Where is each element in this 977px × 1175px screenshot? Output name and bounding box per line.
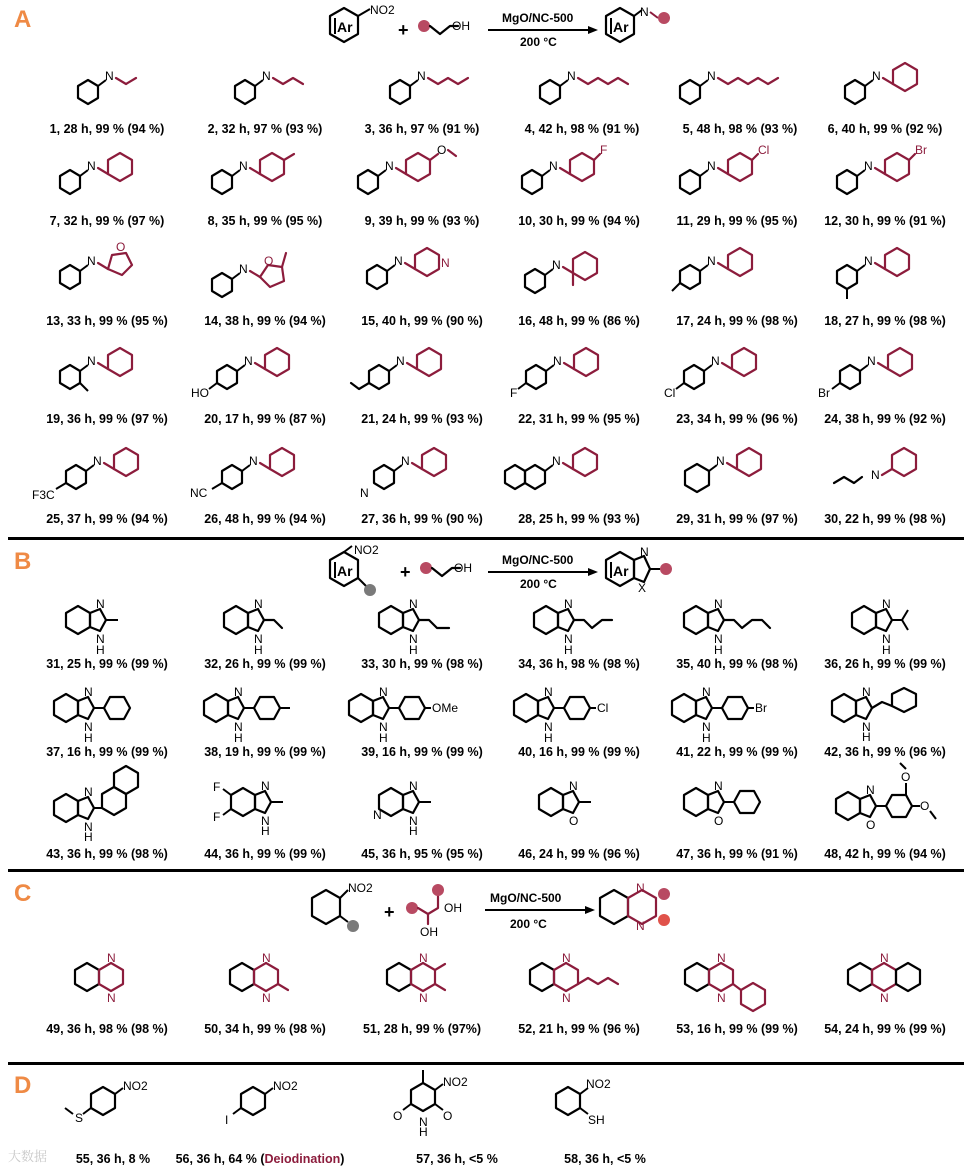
svg-text:N: N xyxy=(373,808,382,822)
svg-text:Cl: Cl xyxy=(597,701,609,715)
svg-text:N: N xyxy=(564,597,573,611)
caption-7: 7, 32 h, 99 % (97 %) xyxy=(49,214,165,228)
caption-43: 43, 36 h, 99 % (98 %) xyxy=(46,847,168,861)
caption-36: 36, 26 h, 99 % (99 %) xyxy=(824,657,946,671)
deiodination-note: Deiodination xyxy=(264,1152,341,1166)
watermark: 大数据 xyxy=(8,1149,48,1164)
svg-text:O: O xyxy=(443,1109,453,1123)
compound-25 xyxy=(22,435,184,507)
svg-text:OH: OH xyxy=(420,925,438,939)
svg-text:N: N xyxy=(640,5,649,19)
caption-56: 56, 36 h, 64 % (Deiodination) xyxy=(175,1152,345,1166)
compound-36 xyxy=(818,595,977,655)
compound-42 xyxy=(808,679,970,744)
svg-text:MgO/NC-500: MgO/NC-500 xyxy=(502,553,574,567)
compound-10 xyxy=(497,140,659,202)
svg-text:N: N xyxy=(96,632,105,646)
svg-text:H: H xyxy=(564,643,573,657)
caption-40: 40, 16 h, 99 % (99 %) xyxy=(518,745,640,759)
svg-text:O: O xyxy=(569,814,579,828)
svg-text:N: N xyxy=(409,597,418,611)
svg-text:N: N xyxy=(261,779,270,793)
compound-16 xyxy=(500,235,662,305)
svg-text:NO2: NO2 xyxy=(354,543,379,557)
svg-text:N: N xyxy=(707,159,716,173)
compound-58 xyxy=(515,1068,677,1138)
compound-34 xyxy=(505,595,667,655)
svg-text:N: N xyxy=(867,354,876,368)
caption-22: 22, 31 h, 99 % (95 %) xyxy=(518,412,640,426)
svg-text:N: N xyxy=(254,597,263,611)
caption-58: 58, 36 h, <5 % xyxy=(564,1152,646,1166)
svg-text:F: F xyxy=(510,386,518,400)
caption-12: 12, 30 h, 99 % (91 %) xyxy=(824,214,946,228)
reaction-scheme-c xyxy=(300,878,700,953)
compound-15 xyxy=(342,235,504,297)
svg-text:Ar: Ar xyxy=(613,19,629,35)
svg-text:N: N xyxy=(84,785,93,799)
compound-50 xyxy=(195,950,357,1016)
svg-text:N: N xyxy=(702,720,711,734)
compound-20 xyxy=(183,335,345,407)
svg-text:N: N xyxy=(880,991,889,1005)
caption-2: 2, 32 h, 97 % (93 %) xyxy=(207,122,323,136)
caption-19: 19, 36 h, 99 % (97 %) xyxy=(46,412,168,426)
svg-text:N: N xyxy=(249,454,258,468)
svg-text:N: N xyxy=(564,632,573,646)
caption-55: 55, 36 h, 8 % xyxy=(75,1152,151,1166)
caption-20: 20, 17 h, 99 % (87 %) xyxy=(204,412,326,426)
svg-text:N: N xyxy=(93,454,102,468)
compound-40 xyxy=(490,683,652,743)
caption-15: 15, 40 h, 99 % (90 %) xyxy=(361,314,483,328)
svg-text:N: N xyxy=(567,69,576,83)
divider-ab xyxy=(8,537,964,540)
svg-text:N: N xyxy=(866,783,875,797)
caption-57: 57, 36 h, <5 % xyxy=(416,1152,498,1166)
caption-9: 9, 39 h, 99 % (93 %) xyxy=(364,214,480,228)
compound-53 xyxy=(660,950,822,1020)
caption-1: 1, 28 h, 99 % (94 %) xyxy=(49,122,165,136)
svg-text:N: N xyxy=(244,354,253,368)
compound-37 xyxy=(25,683,187,743)
compound-6 xyxy=(815,54,977,114)
compound-23 xyxy=(650,335,812,407)
reagent-label: MgO/NC-500 xyxy=(502,11,574,25)
caption-21: 21, 24 h, 99 % (93 %) xyxy=(361,412,483,426)
compound-49 xyxy=(40,950,202,1016)
caption-48: 48, 42 h, 99 % (94 %) xyxy=(824,847,946,861)
svg-text:S: S xyxy=(75,1111,84,1125)
svg-text:Ar: Ar xyxy=(337,563,353,579)
svg-text:N: N xyxy=(864,254,873,268)
svg-text:+: + xyxy=(398,20,409,40)
svg-text:N: N xyxy=(419,991,428,1005)
caption-24: 24, 38 h, 99 % (92 %) xyxy=(824,412,946,426)
svg-text:N: N xyxy=(882,632,891,646)
compound-14 xyxy=(187,235,349,305)
compound-33 xyxy=(345,595,507,655)
svg-text:N: N xyxy=(707,69,716,83)
svg-text:H: H xyxy=(234,731,243,745)
svg-text:N: N xyxy=(441,256,450,270)
svg-text:O: O xyxy=(437,143,447,157)
svg-text:H: H xyxy=(702,731,711,745)
svg-text:N: N xyxy=(107,951,116,965)
svg-text:F: F xyxy=(213,780,221,794)
svg-text:N: N xyxy=(409,779,418,793)
svg-text:I: I xyxy=(225,1113,229,1127)
svg-text:N: N xyxy=(862,685,871,699)
svg-text:H: H xyxy=(409,824,418,838)
svg-text:N: N xyxy=(419,951,428,965)
svg-text:N: N xyxy=(379,720,388,734)
caption-42: 42, 36 h, 99 % (96 %) xyxy=(824,745,946,759)
svg-text:OMe: OMe xyxy=(432,701,459,715)
caption-16: 16, 48 h, 99 % (86 %) xyxy=(518,314,640,328)
compound-54 xyxy=(818,950,977,1016)
svg-text:N: N xyxy=(105,69,114,83)
svg-text:NO2: NO2 xyxy=(586,1077,611,1091)
reaction-scheme-a xyxy=(318,4,678,59)
svg-text:Br: Br xyxy=(755,701,767,715)
section-label-b: B xyxy=(14,548,32,575)
svg-text:N: N xyxy=(87,254,96,268)
compound-9 xyxy=(338,140,500,202)
compound-47 xyxy=(655,775,817,841)
svg-text:H: H xyxy=(409,643,418,657)
compound-13 xyxy=(30,235,192,297)
svg-text:O: O xyxy=(714,814,724,828)
caption-33: 33, 30 h, 99 % (98 %) xyxy=(361,657,483,671)
compound-52 xyxy=(505,950,667,1016)
compound-7 xyxy=(30,140,192,202)
svg-text:N: N xyxy=(562,991,571,1005)
compound-46 xyxy=(505,775,667,841)
svg-text:N: N xyxy=(360,486,369,500)
caption-51: 51, 28 h, 99 % (97%) xyxy=(362,1022,482,1036)
compound-22 xyxy=(492,335,654,407)
caption-38: 38, 19 h, 99 % (99 %) xyxy=(204,745,326,759)
svg-text:200 °C: 200 °C xyxy=(520,577,557,591)
caption-29: 29, 31 h, 99 % (97 %) xyxy=(676,512,798,526)
svg-text:O: O xyxy=(901,770,911,784)
svg-text:N: N xyxy=(262,69,271,83)
compound-45 xyxy=(345,775,507,841)
svg-text:NC: NC xyxy=(190,486,208,500)
compound-35 xyxy=(660,595,822,655)
svg-text:SH: SH xyxy=(588,1113,605,1127)
caption-17: 17, 24 h, 99 % (98 %) xyxy=(676,314,798,328)
svg-text:O: O xyxy=(866,818,876,832)
svg-text:N: N xyxy=(714,779,723,793)
svg-text:NO2: NO2 xyxy=(273,1079,298,1093)
caption-35: 35, 40 h, 99 % (98 %) xyxy=(676,657,798,671)
compound-3 xyxy=(350,60,512,115)
svg-text:N: N xyxy=(714,632,723,646)
svg-text:N: N xyxy=(717,951,726,965)
svg-text:Cl: Cl xyxy=(664,386,676,400)
compound-57 xyxy=(360,1064,522,1144)
svg-text:N: N xyxy=(409,632,418,646)
svg-text:H: H xyxy=(84,830,93,844)
compound-27 xyxy=(340,435,502,507)
caption-31: 31, 25 h, 99 % (99 %) xyxy=(46,657,168,671)
svg-text:H: H xyxy=(882,643,891,657)
svg-text:N: N xyxy=(544,685,553,699)
svg-text:N: N xyxy=(262,991,271,1005)
caption-50: 50, 34 h, 99 % (98 %) xyxy=(204,1022,326,1036)
caption-54: 54, 24 h, 99 % (99 %) xyxy=(824,1022,946,1036)
svg-text:NO2: NO2 xyxy=(348,881,373,895)
svg-text:H: H xyxy=(419,1125,428,1139)
svg-text:N: N xyxy=(87,159,96,173)
svg-text:N: N xyxy=(385,159,394,173)
caption-10: 10, 30 h, 99 % (94 %) xyxy=(518,214,640,228)
svg-text:OH: OH xyxy=(454,561,472,575)
svg-text:O: O xyxy=(393,1109,403,1123)
caption-28: 28, 25 h, 99 % (93 %) xyxy=(518,512,640,526)
svg-text:N: N xyxy=(262,951,271,965)
compound-44 xyxy=(190,775,352,841)
compound-5 xyxy=(655,60,817,115)
svg-text:H: H xyxy=(96,643,105,657)
svg-text:N: N xyxy=(107,991,116,1005)
section-label-c: C xyxy=(14,880,32,907)
compound-30 xyxy=(810,435,972,507)
svg-text:N: N xyxy=(636,919,645,933)
svg-text:N: N xyxy=(87,354,96,368)
compound-2 xyxy=(195,60,357,115)
svg-text:N: N xyxy=(640,545,649,559)
svg-text:H: H xyxy=(544,731,553,745)
temp-label: 200 °C xyxy=(520,35,557,49)
section-label-d: D xyxy=(14,1072,32,1099)
svg-text:N: N xyxy=(234,720,243,734)
caption-5: 5, 48 h, 98 % (93 %) xyxy=(682,122,798,136)
svg-text:Br: Br xyxy=(915,143,927,157)
compound-8 xyxy=(187,140,349,202)
svg-text:F: F xyxy=(213,810,221,824)
caption-4: 4, 42 h, 98 % (91 %) xyxy=(524,122,640,136)
caption-26: 26, 48 h, 99 % (94 %) xyxy=(204,512,326,526)
svg-text:Cl: Cl xyxy=(758,143,770,157)
ar-label: Ar xyxy=(337,19,353,35)
svg-text:N: N xyxy=(707,254,716,268)
svg-text:200 °C: 200 °C xyxy=(510,917,547,931)
svg-text:N: N xyxy=(419,1115,428,1129)
svg-text:N: N xyxy=(871,468,880,482)
caption-6: 6, 40 h, 99 % (92 %) xyxy=(827,122,943,136)
svg-text:N: N xyxy=(401,454,410,468)
svg-text:H: H xyxy=(261,824,270,838)
section-label-a: A xyxy=(14,6,32,33)
svg-text:H: H xyxy=(84,731,93,745)
svg-text:N: N xyxy=(84,720,93,734)
caption-46: 46, 24 h, 99 % (96 %) xyxy=(518,847,640,861)
svg-text:N: N xyxy=(239,159,248,173)
caption-34: 34, 36 h, 98 % (98 %) xyxy=(518,657,640,671)
svg-text:N: N xyxy=(714,597,723,611)
compound-29 xyxy=(655,435,817,507)
svg-text:N: N xyxy=(394,254,403,268)
compound-18 xyxy=(812,235,974,305)
caption-44: 44, 36 h, 99 % (99 %) xyxy=(204,847,326,861)
caption-39: 39, 16 h, 99 % (99 %) xyxy=(361,745,483,759)
svg-text:N: N xyxy=(254,632,263,646)
caption-14: 14, 38 h, 99 % (94 %) xyxy=(204,314,326,328)
svg-text:N: N xyxy=(84,820,93,834)
svg-text:H: H xyxy=(714,643,723,657)
svg-text:N: N xyxy=(702,685,711,699)
svg-text:NO2: NO2 xyxy=(443,1075,468,1089)
compound-19 xyxy=(30,335,192,400)
svg-text:H: H xyxy=(862,730,871,744)
caption-13: 13, 33 h, 99 % (95 %) xyxy=(46,314,168,328)
compound-24 xyxy=(806,335,968,407)
svg-text:N: N xyxy=(417,69,426,83)
svg-text:N: N xyxy=(234,685,243,699)
svg-text:N: N xyxy=(409,814,418,828)
svg-text:MgO/NC-500: MgO/NC-500 xyxy=(490,891,562,905)
compound-32 xyxy=(190,595,352,655)
svg-text:N: N xyxy=(544,720,553,734)
svg-text:OH: OH xyxy=(444,901,462,915)
svg-text:N: N xyxy=(562,951,571,965)
caption-30: 30, 22 h, 99 % (98 %) xyxy=(824,512,946,526)
svg-text:O: O xyxy=(920,799,930,813)
caption-23: 23, 34 h, 99 % (96 %) xyxy=(676,412,798,426)
svg-text:+: + xyxy=(384,902,395,922)
svg-text:N: N xyxy=(569,779,578,793)
caption-49: 49, 36 h, 98 % (98 %) xyxy=(46,1022,168,1036)
svg-text:Br: Br xyxy=(818,386,830,400)
no2-label: NO2 xyxy=(370,3,395,17)
svg-text:F3C: F3C xyxy=(32,488,55,502)
compound-39 xyxy=(330,683,492,743)
caption-53: 53, 16 h, 99 % (99 %) xyxy=(676,1022,798,1036)
svg-text:N: N xyxy=(636,881,645,895)
compound-11 xyxy=(655,140,817,202)
svg-text:X: X xyxy=(638,581,647,595)
svg-text:N: N xyxy=(96,597,105,611)
svg-text:NO2: NO2 xyxy=(123,1079,148,1093)
compound-38 xyxy=(180,683,342,743)
caption-45: 45, 36 h, 95 % (95 %) xyxy=(361,847,483,861)
compound-28 xyxy=(490,435,652,507)
compound-21 xyxy=(335,335,497,407)
caption-8: 8, 35 h, 99 % (95 %) xyxy=(207,214,323,228)
divider-bc xyxy=(8,869,964,872)
svg-text:N: N xyxy=(84,685,93,699)
svg-text:HO: HO xyxy=(191,386,209,400)
caption-37: 37, 16 h, 99 % (99 %) xyxy=(46,745,168,759)
svg-text:N: N xyxy=(552,454,561,468)
compound-51 xyxy=(352,950,514,1016)
svg-text:N: N xyxy=(553,354,562,368)
svg-text:N: N xyxy=(549,159,558,173)
svg-text:N: N xyxy=(864,159,873,173)
compound-17 xyxy=(655,235,817,305)
compound-48 xyxy=(812,763,974,843)
svg-text:N: N xyxy=(717,991,726,1005)
caption-3: 3, 36 h, 97 % (91 %) xyxy=(364,122,480,136)
compound-55 xyxy=(40,1068,202,1138)
svg-text:N: N xyxy=(396,354,405,368)
compound-26 xyxy=(178,435,340,507)
caption-27: 27, 36 h, 99 % (90 %) xyxy=(361,512,483,526)
svg-text:N: N xyxy=(872,69,881,83)
compound-12 xyxy=(812,140,974,202)
svg-text:F: F xyxy=(600,143,608,157)
compound-31 xyxy=(32,595,194,655)
compound-43 xyxy=(25,767,187,844)
caption-18: 18, 27 h, 99 % (98 %) xyxy=(824,314,946,328)
caption-11: 11, 29 h, 99 % (95 %) xyxy=(676,214,798,228)
caption-41: 41, 22 h, 99 % (99 %) xyxy=(676,745,798,759)
caption-25: 25, 37 h, 99 % (94 %) xyxy=(46,512,168,526)
svg-text:N: N xyxy=(379,685,388,699)
compound-41 xyxy=(648,683,810,743)
svg-text:+: + xyxy=(400,562,411,582)
svg-text:N: N xyxy=(880,951,889,965)
svg-text:N: N xyxy=(716,454,725,468)
svg-text:N: N xyxy=(261,814,270,828)
caption-32: 32, 26 h, 99 % (99 %) xyxy=(204,657,326,671)
compound-1 xyxy=(38,60,200,115)
svg-text:N: N xyxy=(239,262,248,276)
oh-label: OH xyxy=(452,19,470,33)
caption-47: 47, 36 h, 99 % (91 %) xyxy=(676,847,798,861)
svg-text:H: H xyxy=(254,643,263,657)
svg-text:N: N xyxy=(882,597,891,611)
svg-text:N: N xyxy=(711,354,720,368)
svg-text:N: N xyxy=(862,720,871,734)
svg-text:O: O xyxy=(264,254,274,268)
svg-text:O: O xyxy=(116,240,126,254)
r-group-ball xyxy=(418,20,430,32)
svg-text:H: H xyxy=(379,731,388,745)
compound-56 xyxy=(190,1068,352,1138)
compound-4 xyxy=(505,60,667,115)
svg-text:Ar: Ar xyxy=(613,563,629,579)
caption-52: 52, 21 h, 99 % (96 %) xyxy=(518,1022,640,1036)
svg-text:N: N xyxy=(552,258,561,272)
